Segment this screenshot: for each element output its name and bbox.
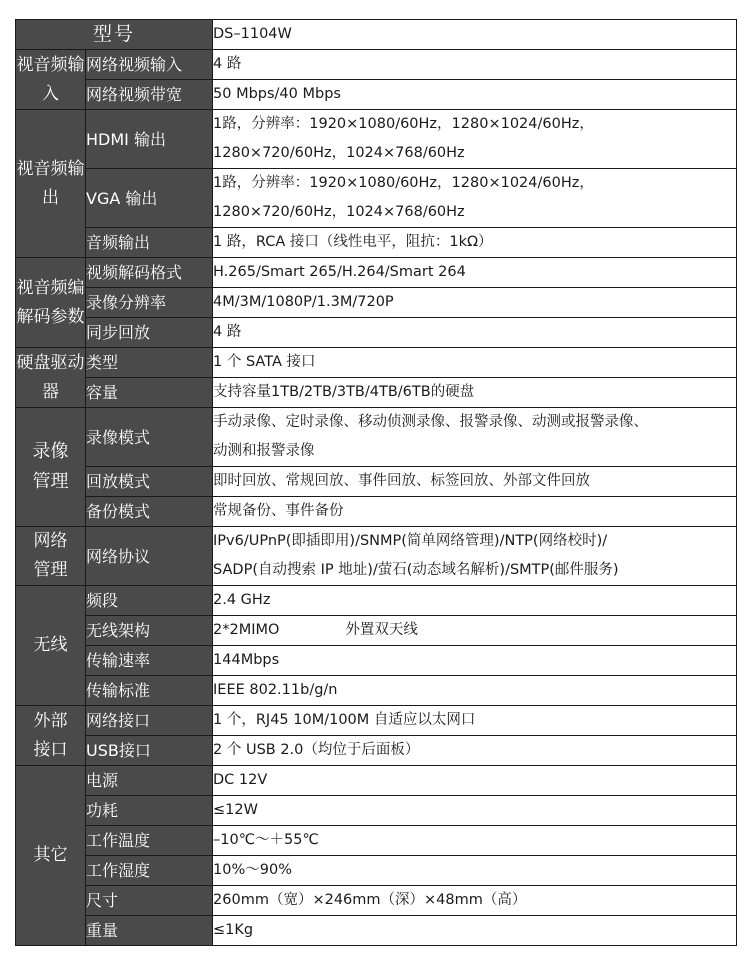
table-row bbox=[16, 497, 737, 527]
table-row bbox=[16, 646, 737, 676]
table-row bbox=[16, 169, 737, 228]
table-row bbox=[16, 886, 737, 916]
category-other: 其它 bbox=[16, 766, 86, 946]
category-av-output: 视音频输出 bbox=[16, 110, 86, 258]
row-label: 功耗 bbox=[86, 796, 213, 826]
row-value: 260mm（宽）×246mm（深）×48mm（高） bbox=[213, 886, 737, 916]
vga-value-line: 1280×720/60Hz，1024×768/60Hz bbox=[213, 204, 465, 220]
category-ports: 外部接口 bbox=[16, 706, 86, 766]
row-label: VGA 输出 bbox=[86, 169, 213, 228]
arch-value: 2*2MIMO bbox=[213, 622, 280, 638]
row-label: 网络视频带宽 bbox=[86, 80, 213, 110]
row-value: 4 路 bbox=[213, 318, 737, 348]
arch-note: 外置双天线 bbox=[345, 622, 418, 638]
table-row bbox=[16, 706, 737, 736]
row-label: 录像模式 bbox=[86, 408, 213, 467]
row-label: 传输速率 bbox=[86, 646, 213, 676]
table-row bbox=[16, 348, 737, 378]
row-value: H.265/Smart 265/H.264/Smart 264 bbox=[213, 258, 737, 288]
row-value: 常规备份、事件备份 bbox=[213, 497, 737, 527]
row-label: HDMI 输出 bbox=[86, 110, 213, 169]
table-row bbox=[16, 50, 737, 80]
category-codec: 视音频编解码参数 bbox=[16, 258, 86, 348]
table-row bbox=[16, 856, 737, 886]
row-label: 音频输出 bbox=[86, 228, 213, 258]
row-label: 传输标准 bbox=[86, 676, 213, 706]
row-label: 电源 bbox=[86, 766, 213, 796]
protocol-line: SADP(自动搜索 IP 地址)/萤石(动态域名解析)/SMTP(邮件服务) bbox=[213, 562, 619, 578]
table-row bbox=[16, 288, 737, 318]
row-label: 工作湿度 bbox=[86, 856, 213, 886]
category-wireless: 无线 bbox=[16, 586, 86, 706]
table-row bbox=[16, 586, 737, 616]
table-row bbox=[16, 318, 737, 348]
row-label: 同步回放 bbox=[86, 318, 213, 348]
table-row bbox=[16, 467, 737, 497]
category-disk: 硬盘驱动器 bbox=[16, 348, 86, 408]
table-row bbox=[16, 736, 737, 766]
row-value: ≤12W bbox=[213, 796, 737, 826]
row-value bbox=[213, 110, 737, 169]
row-value: –10℃～＋55℃ bbox=[213, 826, 737, 856]
table-row bbox=[16, 616, 737, 646]
table-row bbox=[16, 916, 737, 946]
table-row bbox=[16, 228, 737, 258]
row-label: 回放模式 bbox=[86, 467, 213, 497]
record-mode-line: 动测和报警录像 bbox=[213, 443, 315, 459]
row-value: 支持容量1TB/2TB/3TB/4TB/6TB的硬盘 bbox=[213, 378, 737, 408]
row-value: 即时回放、常规回放、事件回放、标签回放、外部文件回放 bbox=[213, 467, 737, 497]
hdmi-value-line: 1280×720/60Hz，1024×768/60Hz bbox=[213, 145, 465, 161]
row-value: 10%～90% bbox=[213, 856, 737, 886]
spec-table bbox=[15, 19, 737, 946]
row-value bbox=[213, 527, 737, 586]
row-value: 50 Mbps/40 Mbps bbox=[213, 80, 737, 110]
hdmi-value-line: 1路，分辨率：1920×1080/60Hz，1280×1024/60Hz， bbox=[213, 116, 594, 132]
table-row bbox=[16, 408, 737, 467]
row-value: 4M/3M/1080P/1.3M/720P bbox=[213, 288, 737, 318]
row-value: 144Mbps bbox=[213, 646, 737, 676]
row-label: 无线架构 bbox=[86, 616, 213, 646]
row-label: 网络协议 bbox=[86, 527, 213, 586]
table-row bbox=[16, 766, 737, 796]
row-value bbox=[213, 616, 737, 646]
table-row bbox=[16, 378, 737, 408]
table-row bbox=[16, 826, 737, 856]
row-label: 工作温度 bbox=[86, 826, 213, 856]
row-value: 1 个 SATA 接口 bbox=[213, 348, 737, 378]
row-label: 备份模式 bbox=[86, 497, 213, 527]
row-value: ≤1Kg bbox=[213, 916, 737, 946]
row-label: USB接口 bbox=[86, 736, 213, 766]
row-label: 网络视频输入 bbox=[86, 50, 213, 80]
vga-value-line: 1路，分辨率：1920×1080/60Hz，1280×1024/60Hz， bbox=[213, 175, 594, 191]
table-row bbox=[16, 796, 737, 826]
category-record: 录像管理 bbox=[16, 408, 86, 527]
row-label: 类型 bbox=[86, 348, 213, 378]
row-label: 尺寸 bbox=[86, 886, 213, 916]
row-label: 重量 bbox=[86, 916, 213, 946]
row-value: 2 个 USB 2.0（均位于后面板） bbox=[213, 736, 737, 766]
row-value bbox=[213, 169, 737, 228]
row-label: 录像分辨率 bbox=[86, 288, 213, 318]
protocol-line: IPv6/UPnP(即插即用)/SNMP(简单网络管理)/NTP(网络校时)/ bbox=[213, 533, 608, 549]
table-row bbox=[16, 110, 737, 169]
row-label: 网络接口 bbox=[86, 706, 213, 736]
row-value: 2.4 GHz bbox=[213, 586, 737, 616]
model-value: DS–1104W bbox=[213, 20, 737, 50]
table-row bbox=[16, 80, 737, 110]
category-av-input: 视音频输入 bbox=[16, 50, 86, 110]
row-label: 容量 bbox=[86, 378, 213, 408]
row-label: 频段 bbox=[86, 586, 213, 616]
category-network: 网络管理 bbox=[16, 527, 86, 586]
row-value: 4 路 bbox=[213, 50, 737, 80]
row-value: IEEE 802.11b/g/n bbox=[213, 676, 737, 706]
table-row bbox=[16, 527, 737, 586]
table-row bbox=[16, 258, 737, 288]
row-value: 1 路，RCA 接口（线性电平，阻抗：1kΩ） bbox=[213, 228, 737, 258]
row-value: 1 个，RJ45 10M/100M 自适应以太网口 bbox=[213, 706, 737, 736]
row-value bbox=[213, 408, 737, 467]
record-mode-line: 手动录像、定时录像、移动侦测录像、报警录像、动测或报警录像、 bbox=[213, 414, 649, 430]
model-label: 型号 bbox=[16, 20, 213, 50]
table-row bbox=[16, 676, 737, 706]
row-value: DC 12V bbox=[213, 766, 737, 796]
table-row-model bbox=[16, 20, 737, 50]
row-label: 视频解码格式 bbox=[86, 258, 213, 288]
